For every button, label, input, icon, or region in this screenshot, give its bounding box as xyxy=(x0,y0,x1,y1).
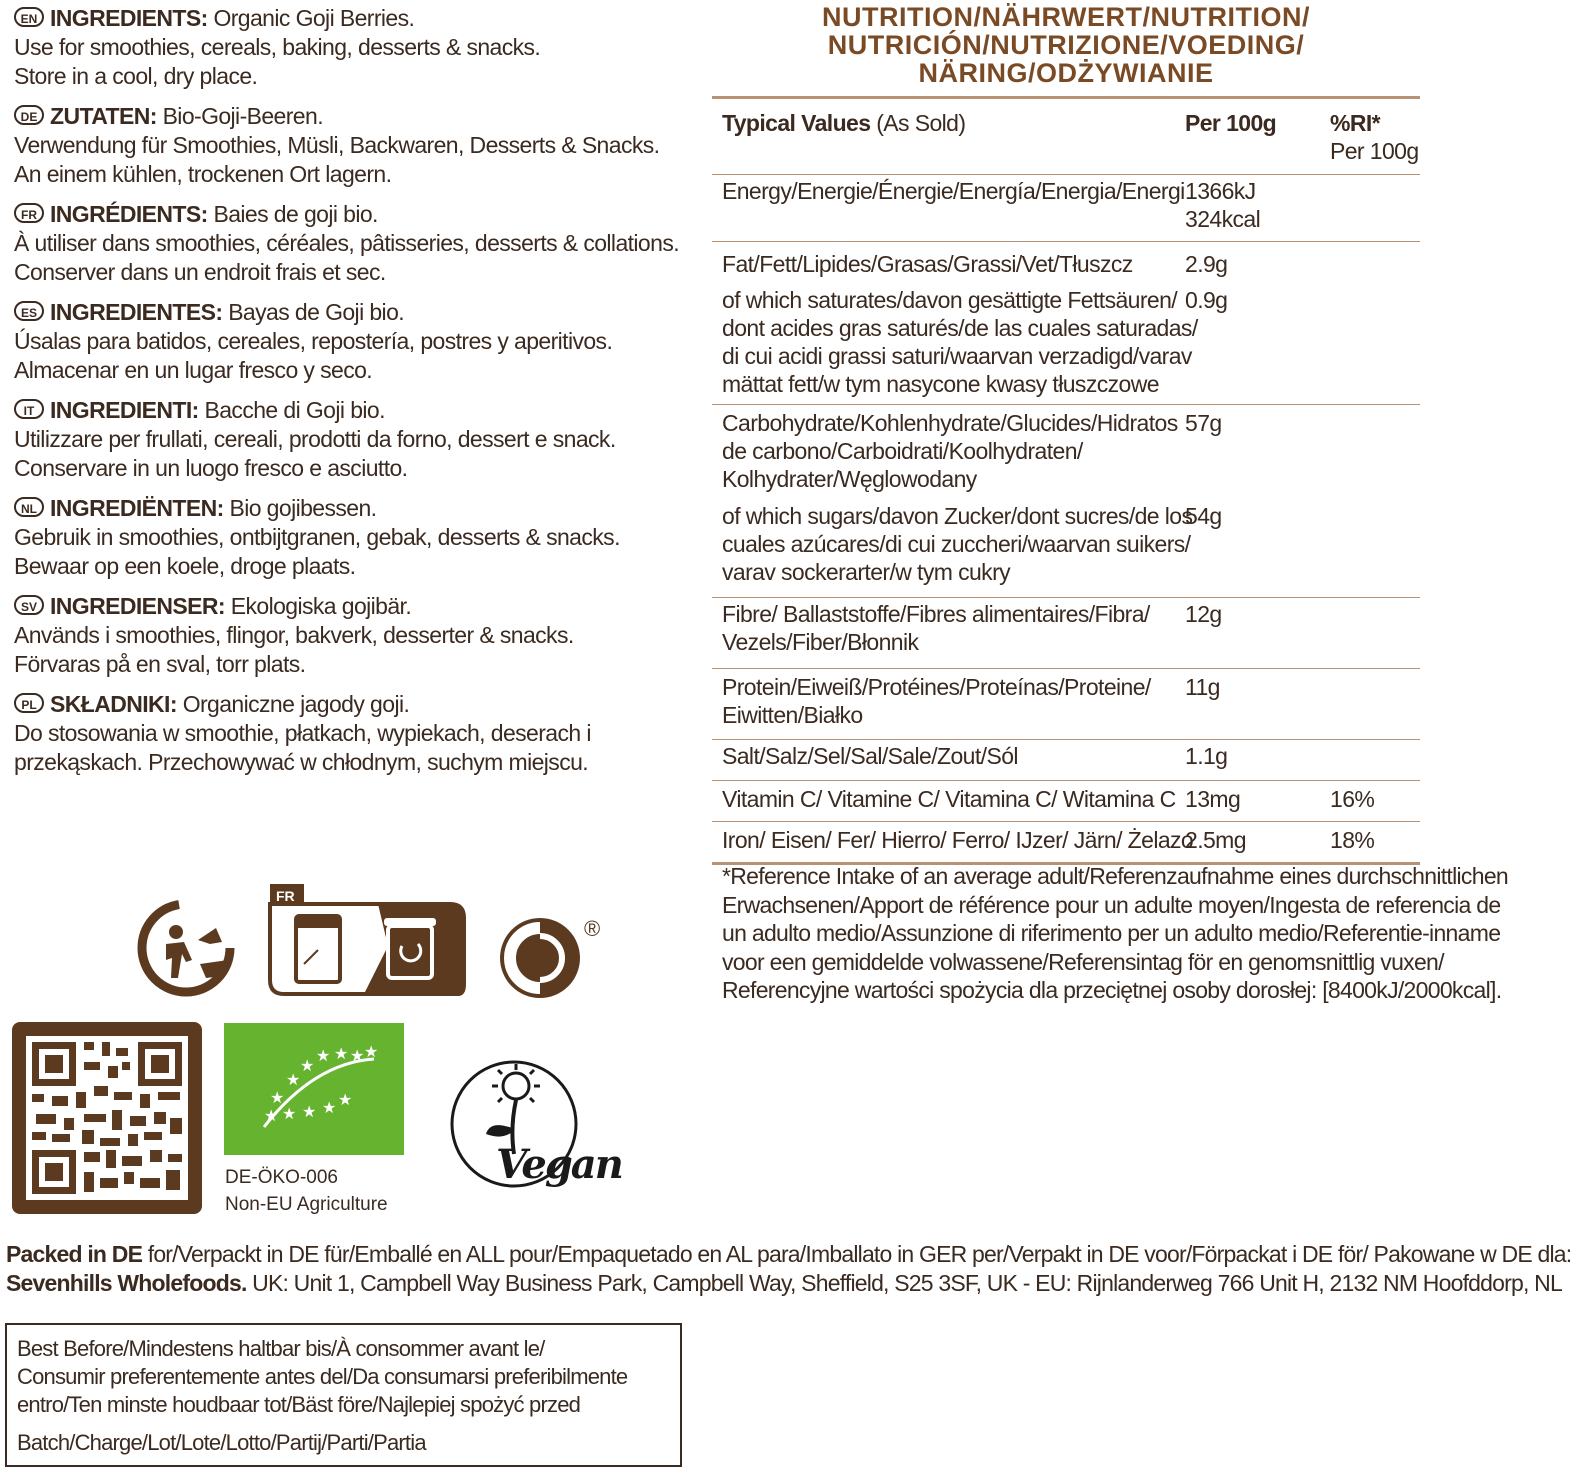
ingredients-heading: INGRÉDIENTS: xyxy=(50,201,208,227)
nutrition-table xyxy=(712,96,1420,865)
nutrient-ri: 18% xyxy=(1330,827,1375,853)
ingredients-text: Gebruik in smoothies, ontbijtgranen, gebak, desserts & snacks. xyxy=(14,524,620,550)
ingredients-text: Bacche di Goji bio. xyxy=(204,397,385,423)
ingredients-sv xyxy=(14,592,654,679)
green-dot-icon xyxy=(496,912,608,1004)
ingredients-text: przekąskach. Przechowywać w chłodnym, suchym miejscu. xyxy=(14,749,589,775)
ingredients-fr xyxy=(14,200,680,287)
best-before-label: entro/Ten minste houdbaar tot/Bäst före/Najlepiej spożyć przed xyxy=(17,1392,581,1417)
ingredients-heading: INGREDIENSER: xyxy=(50,593,225,619)
nutrition-title-line: NÄRING/ODŻYWIANIE xyxy=(918,58,1214,88)
best-before-label: Best Before/Mindestens haltbar bis/À consommer avant le/ xyxy=(17,1336,545,1361)
nutrient-value: 1.1g xyxy=(1185,743,1228,769)
nutrient-label: Iron/ Eisen/ Fer/ Hierro/ Ferro/ IJzer/ Järn/ Żelazo xyxy=(722,827,1194,853)
nutrient-label: Kolhydrater/Węglowodany xyxy=(722,466,977,492)
nutrient-label: Energy/Energie/Énergie/Energía/Energia/Energi xyxy=(722,178,1185,204)
ingredients-text: Store in a cool, dry place. xyxy=(14,63,258,89)
nutrition-row-vitamin-c xyxy=(712,781,1420,822)
ingredients-text: An einem kühlen, trockenen Ort lagern. xyxy=(14,161,392,187)
ingredients-text: Use for smoothies, cereals, baking, desserts & snacks. xyxy=(14,34,541,60)
nutrient-label: Eiwitten/Białko xyxy=(722,702,863,728)
ingredients-text: Bio gojibessen. xyxy=(229,495,377,521)
nutrition-title-line: NUTRITION/NÄHRWERT/NUTRITION/ xyxy=(822,2,1310,32)
per-100g-header: Per 100g xyxy=(1185,110,1277,136)
ingredients-text: Förvaras på en sval, torr plats. xyxy=(14,651,306,677)
svg-text:★: ★ xyxy=(270,1088,285,1107)
lang-badge-pl: PL xyxy=(14,693,44,713)
nutrient-value: 324kcal xyxy=(1185,206,1261,232)
nutrition-header-row xyxy=(712,99,1420,175)
ri-subheader: Per 100g xyxy=(1330,138,1419,164)
ingredients-text: Do stosowania w smoothie, płatkach, wypiekach, deserach i xyxy=(14,720,591,746)
nutrient-value: 12g xyxy=(1185,601,1222,627)
ingredients-heading: ZUTATEN: xyxy=(50,103,157,129)
ingredients-text: Organic Goji Berries. xyxy=(213,5,415,31)
ingredients-text: Úsalas para batidos, cereales, repostería, postres y aperitivos. xyxy=(14,328,613,354)
packed-in-label: Packed in DE xyxy=(6,1241,143,1267)
nutrition-row-fat xyxy=(712,242,1420,405)
ingredients-text: Organiczne jagody goji. xyxy=(182,691,410,717)
ingredients-text: Conservare in un luogo fresco e asciutto. xyxy=(14,455,408,481)
organic-code: DE-ÖKO-006 xyxy=(225,1167,338,1188)
lang-badge-fr: FR xyxy=(14,203,44,223)
ingredients-heading: INGREDIËNTEN: xyxy=(50,495,224,521)
ingredients-en xyxy=(14,4,654,91)
nutrition-row-iron xyxy=(712,822,1420,862)
ingredients-text: Bayas de Goji bio. xyxy=(228,299,405,325)
nutrition-row-energy xyxy=(712,175,1420,242)
svg-text:★: ★ xyxy=(338,1090,353,1109)
svg-text:★: ★ xyxy=(334,1044,349,1063)
svg-text:★: ★ xyxy=(282,1104,297,1123)
info-tri-icon xyxy=(268,884,468,998)
best-before-label: Consumir preferentemente antes del/Da consumarsi preferibilmente xyxy=(17,1364,628,1389)
ingredients-text: Bio-Goji-Beeren. xyxy=(162,103,323,129)
svg-text:★: ★ xyxy=(316,1046,331,1065)
vegan-logo xyxy=(446,1058,622,1198)
footnote-line: *Reference Intake of an average adult/Referenzaufnahme eines durchschnittlichen xyxy=(722,863,1509,889)
company-name: Sevenhills Wholefoods. xyxy=(6,1270,247,1296)
nutrient-value: 2.5mg xyxy=(1185,827,1246,853)
batch-label: Batch/Charge/Lot/Lote/Lotto/Partij/Parti/Partia xyxy=(17,1430,426,1455)
svg-text:★: ★ xyxy=(264,1106,279,1125)
ingredients-heading: INGREDIENTES: xyxy=(50,299,223,325)
nutrient-label: Carbohydrate/Kohlenhydrate/Glucides/Hidratos xyxy=(722,410,1178,436)
nutrient-label: dont acides gras saturés/de las cuales saturadas/ xyxy=(722,315,1198,341)
nutrient-label: Protein/Eiweiß/Protéines/Proteínas/Proteine/ xyxy=(722,674,1151,700)
nutrition-row-fibre xyxy=(712,598,1420,669)
svg-text:★: ★ xyxy=(302,1102,317,1121)
nutrient-label: de carbono/Carboidrati/Koolhydraten/ xyxy=(722,438,1083,464)
organic-info xyxy=(225,1164,388,1218)
ingredients-text: À utiliser dans smoothies, céréales, pâtisseries, desserts & collations. xyxy=(14,230,680,256)
ingredients-it xyxy=(14,396,654,483)
ingredients-de xyxy=(14,102,660,189)
packed-in-text: for/Verpackt in DE für/Emballé en ALL pour/Empaquetado en AL para/Imballato in GER per/Verpakt in DE voor/Förpackat i DE för/ Pakowane w DE dla: xyxy=(142,1241,1571,1267)
ingredients-section xyxy=(14,4,680,788)
lang-badge-nl: NL xyxy=(14,497,44,517)
ingredients-heading: INGREDIENTS: xyxy=(50,5,208,31)
lang-badge-es: ES xyxy=(14,301,44,321)
ingredients-heading: SKŁADNIKI: xyxy=(50,691,177,717)
nutrition-section xyxy=(712,0,1420,853)
svg-text:★: ★ xyxy=(322,1098,337,1117)
footnote-line: Erwachsenen/Apport de référence pour un adulte moyen/Ingesta de referencia de xyxy=(722,891,1501,918)
nutrition-title xyxy=(712,0,1420,87)
svg-text:★: ★ xyxy=(350,1046,365,1065)
nutrient-label: Vezels/Fiber/Błonnik xyxy=(722,629,919,655)
registered-mark: ® xyxy=(584,916,601,941)
ingredients-text: Ekologiska gojibär. xyxy=(230,593,412,619)
nutrient-value: 11g xyxy=(1185,674,1220,700)
nutrient-label: Salt/Salz/Sel/Sal/Sale/Zout/Sól xyxy=(722,743,1018,769)
nutrient-label: di cui acidi grassi saturi/waarvan verzadigd/varav xyxy=(722,343,1192,369)
ingredients-text: Utilizzare per frullati, cereali, prodotti da forno, dessert e snack. xyxy=(14,426,616,452)
nutrition-row-protein xyxy=(712,669,1420,740)
nutrient-label: of which sugars/davon Zucker/dont sucres/de los xyxy=(722,503,1193,529)
ingredients-text: Conserver dans un endroit frais et sec. xyxy=(14,259,386,285)
ingredients-pl xyxy=(14,690,654,777)
svg-text:★: ★ xyxy=(286,1070,301,1089)
nutrient-label: Vitamin C/ Vitamine C/ Vitamina C/ Witamina C xyxy=(722,786,1176,812)
triman-fr-label: FR xyxy=(276,888,295,904)
qr-code-icon[interactable] xyxy=(12,1022,202,1214)
nutrition-row-salt xyxy=(712,740,1420,781)
nutrient-value: 2.9g xyxy=(1185,251,1228,277)
nutrient-value: 57g xyxy=(1185,410,1222,436)
footnote-line: un adulto medio/Assunzione di riferimento per un adulto medio/Referentie-inname xyxy=(722,920,1501,946)
nutrient-value: 13mg xyxy=(1185,786,1241,812)
ingredients-heading: INGREDIENTI: xyxy=(50,397,199,423)
footnote-line: Referencyjne wartości spożycia dla przeciętnej osoby dorosłej: [8400kJ/2000kcal]. xyxy=(722,977,1502,1003)
company-address: UK: Unit 1, Campbell Way Business Park, Campbell Way, Sheffield, S25 3SF, UK - EU: Rijnlanderweg 766 Unit H, 2132 NM Hoofddorp, NL xyxy=(246,1270,1562,1296)
ri-footnote xyxy=(722,862,1509,1005)
typical-values-label: Typical Values xyxy=(722,110,871,136)
triman-recycling-icon xyxy=(136,898,240,998)
nutrient-label: of which saturates/davon gesättigte Fettsäuren/ xyxy=(722,287,1178,313)
nutrition-title-line: NUTRICIÓN/NUTRIZIONE/VOEDING/ xyxy=(827,30,1305,60)
nutrient-label: Fibre/ Ballaststoffe/Fibres alimentaires/Fibra/ xyxy=(722,601,1150,627)
as-sold-label: (As Sold) xyxy=(876,110,966,136)
ingredients-text: Bewaar op een koele, droge plaats. xyxy=(14,553,356,579)
footnote-line: voor een gemiddelde volwassene/Referensintag för en genomsnittlig vuxen/ xyxy=(722,948,1444,975)
nutrient-label: varav sockerarter/w tym cukry xyxy=(722,559,1011,585)
ingredients-text: Verwendung für Smoothies, Müsli, Backwaren, Desserts & Snacks. xyxy=(14,132,660,158)
nutrient-value: 0.9g xyxy=(1185,287,1228,313)
ingredients-text: Baies de goji bio. xyxy=(213,201,378,227)
best-before-box xyxy=(5,1323,682,1467)
vegan-label: Vegan xyxy=(496,1141,622,1188)
eu-organic-logo xyxy=(224,1023,404,1155)
ingredients-nl xyxy=(14,494,654,581)
ri-header: %RI* xyxy=(1330,110,1381,136)
lang-badge-sv: SV xyxy=(14,595,44,615)
nutrient-value: 54g xyxy=(1185,503,1222,529)
lang-badge-en: EN xyxy=(14,7,44,27)
nutrient-ri: 16% xyxy=(1330,786,1375,812)
nutrient-label: Fat/Fett/Lipides/Grasas/Grassi/Vet/Tłuszcz xyxy=(722,251,1133,277)
ingredients-es xyxy=(14,298,654,385)
ingredients-text: Almacenar en un lugar fresco y seco. xyxy=(14,357,373,383)
nutrient-value: 1366kJ xyxy=(1185,178,1256,204)
packer-info xyxy=(6,1240,1571,1298)
svg-text:★: ★ xyxy=(364,1042,379,1061)
nutrient-label: mättat fett/w tym nasycone kwasy tłuszczowe xyxy=(722,371,1159,397)
nutrient-label: cuales azúcares/di cui zuccheri/waarvan suikers/ xyxy=(722,531,1191,557)
lang-badge-it: IT xyxy=(14,399,44,419)
svg-text:★: ★ xyxy=(300,1056,315,1075)
nutrition-row-carbohydrate xyxy=(712,405,1420,598)
ingredients-text: Används i smoothies, flingor, bakverk, desserter & snacks. xyxy=(14,622,574,648)
organic-origin: Non-EU Agriculture xyxy=(225,1194,388,1215)
lang-badge-de: DE xyxy=(14,105,44,125)
